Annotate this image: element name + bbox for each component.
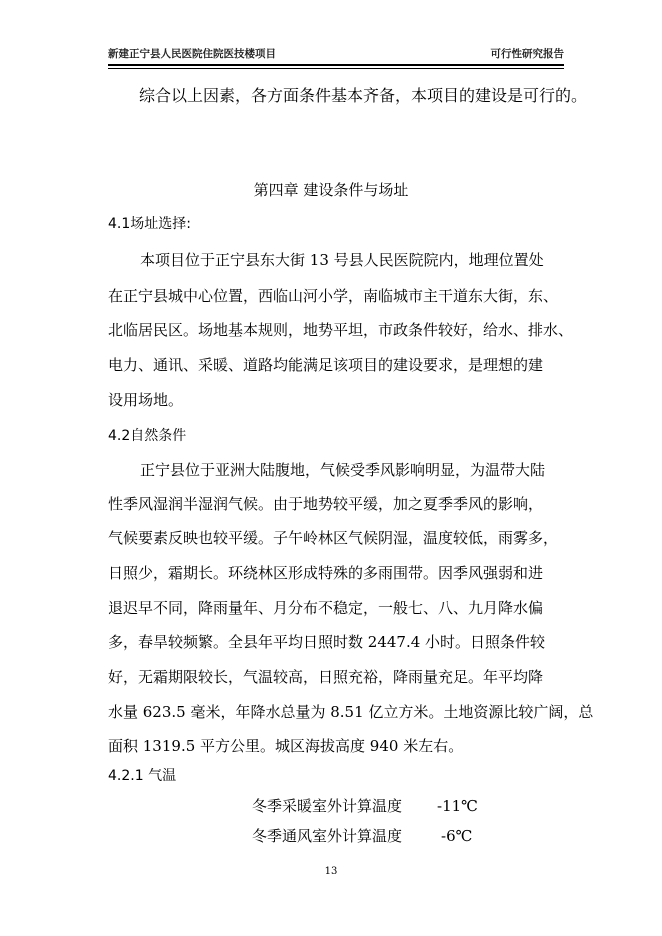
header-report-title: 可行性研究报告 <box>490 48 564 60</box>
natural-line-4: 日照少，霜期长。环绕林区形成特殊的多雨围带。因季风强弱和进 <box>108 564 544 582</box>
natural-line-7: 好，无霜期限较长，气温较高，日照充裕，降雨量充足。年平均降 <box>108 668 544 686</box>
site-line-4: 电力、通讯、采暖、道路均能满足该项目的建设要求，是理想的建 <box>108 356 544 374</box>
chapter-title: 第四章 建设条件与场址 <box>253 181 409 199</box>
natural-line-3: 气候要素反映也较平缓。子午岭林区气候阴湿，温度较低，雨雾多， <box>108 529 559 547</box>
temperature-value: -11℃ <box>437 797 478 815</box>
natural-line-6: 多，春旱较频繁。全县年平均日照时数 2447.4 小时。日照条件较 <box>108 633 546 651</box>
section-temperature-heading: 4.2.1 气温 <box>108 768 177 784</box>
temperature-label: 冬季通风室外计算温度 <box>252 827 403 845</box>
header-rule-thick <box>108 64 564 66</box>
conclusion-paragraph: 综合以上因素，各方面条件基本齐备，本项目的建设是可行的。 <box>139 86 588 105</box>
natural-line-2: 性季风湿润半湿润气候。由于地势较平缓，加之夏季季风的影响， <box>108 495 544 513</box>
section-site-heading: 4.1场址选择: <box>108 216 191 232</box>
natural-line-1: 正宁县位于亚洲大陆腹地，气候受季风影响明显，为温带大陆 <box>140 461 546 479</box>
temperature-value: -6℃ <box>441 827 473 845</box>
site-line-3: 北临居民区。场地基本规则，地势平坦，市政条件较好，给水、排水、 <box>108 321 574 339</box>
header-project-title: 新建正宁县人民医院住院医技楼项目 <box>108 48 276 60</box>
section-natural-heading: 4.2自然条件 <box>108 428 187 444</box>
page-number: 13 <box>324 866 338 877</box>
temperature-label: 冬季采暖室外计算温度 <box>252 797 403 815</box>
natural-line-5: 退迟早不同，降雨量年、月分布不稳定，一般七、八、九月降水偏 <box>108 599 544 617</box>
natural-line-9: 面积 1319.5 平方公里。城区海拔高度 940 米左右。 <box>108 737 464 755</box>
site-line-2: 在正宁县城中心位置，西临山河小学，南临城市主干道东大街，东、 <box>108 287 559 305</box>
natural-line-8: 水量 623.5 毫米，年降水总量为 8.51 亿立方米。土地资源比较广阔，总 <box>108 703 594 721</box>
header-rule-thin <box>108 68 564 69</box>
site-line-5: 设用场地。 <box>108 391 184 409</box>
site-line-1: 本项目位于正宁县东大街 13 号县人民医院院内，地理位置处 <box>140 251 544 269</box>
